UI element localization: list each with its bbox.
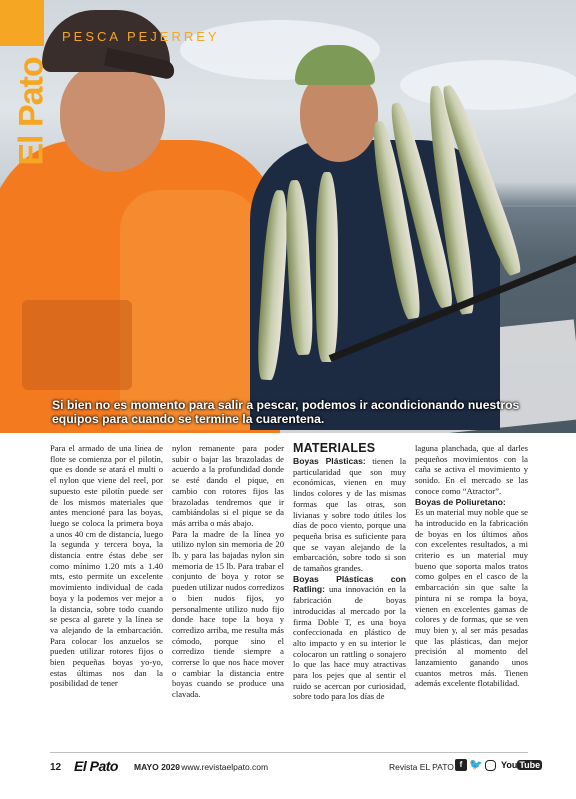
- magazine-logo: [12, 44, 51, 166]
- youtube-icon[interactable]: You Tube: [501, 760, 541, 770]
- paragraph-text: Es un material muy noble que se ha introducido en la fabricación de boyas en los últimos años con excelentes resultados, a mi criterio es un material muy bueno que soporta malos tratos como golpes en el casco de la embarcación sin que salte la pintura ni se rompa la boya, vienen en excelentes gamas de colores y de formas, que se ven muy bien y, al ser más pesadas que las plásticas, dan mejor precisión al momento del lanzamiento ganando unos cuantos metros más. Tienen además excelente flotabilidad.: [415, 507, 528, 689]
- jacket-patch: [22, 300, 132, 390]
- youtube-label: You: [501, 760, 518, 770]
- paragraph: [293, 456, 406, 574]
- section-heading: MATERIALES: [293, 441, 376, 455]
- page-footer: [50, 757, 541, 779]
- article-column-4: [415, 443, 528, 689]
- subheading: Boyas Plásticas:: [293, 456, 366, 466]
- face: [60, 62, 165, 172]
- section-title: PESCA PEJERREY: [62, 29, 220, 44]
- facebook-icon[interactable]: f: [455, 759, 467, 771]
- paragraph-text: laguna planchada, que al darles pequeños movimientos con la caña se activa el movimiento y sonido. En el mercado se las conoce como “Atractor”.: [415, 443, 528, 496]
- paragraph-text: tienen la particularidad que son muy económicas, vienen en muy lindos colores y de las mismas formas que las otras, son livianas y sobre todo útiles los días de poco viento, porque una pequeña brisa es suficiente para que se vayan alejando de la embarcación, sobre todo si son de tamaños grandes.: [293, 456, 407, 574]
- issue-date: MAYO 2020: [134, 762, 180, 772]
- photo-caption: Si bien no es momento para salir a pescar, podemos ir acondicionando nuestros equipos para cuando se termine la cuarentena.: [52, 398, 520, 426]
- fish-icon: [316, 172, 338, 362]
- cloud: [400, 60, 576, 110]
- instagram-icon[interactable]: [485, 760, 496, 771]
- page-number: 12: [50, 762, 62, 773]
- subheading: Boyas de Poliuretano:: [415, 496, 506, 507]
- article-column-2: nylon remanente para poder subir o bajar las brazoladas de acuerdo a la profundidad donde se esté dando el pique, en cambio con rotores fijos las brazoladas tendremos que ir cambiándolas si el pique se da más arriba o más abajo. Para la madre de la línea yo utilizo nylon sin memoria de 20 lb. y para las bajadas nylon sin memoria de 15 lb. Para trabar el conjunto de boya y rotor se pueden utilizar nudos corredizos o bien nudos fijos, yo personalmente utilizo nudo fijo donde hace tope la boya y corredizo arriba, me resulta más cómodo, porque sino el corredizo tiende siempre a correrse lo que nos hace mover o cambiar la distancia entre boyas cuando se produce una clavada.: [172, 443, 284, 700]
- paragraph: [293, 574, 406, 702]
- twitter-icon[interactable]: 🐦: [469, 759, 483, 771]
- jacket-panel: [120, 190, 260, 430]
- footer-divider: [50, 752, 528, 753]
- revista-label: Revista EL PATO: [389, 762, 454, 772]
- paragraph-text: una innovación en la fabricación de boyas introducidas al mercado por la firma Doble T, es una boya confeccionada en plástico de alto impacto y en su interior le colocaron un rattling o sonajero lo que las hace muy atractivas para los pejes que al sentir el ruido se acercan por curiosidad, sobre todo para los días de: [293, 584, 406, 702]
- section-color-band: [0, 0, 44, 46]
- article-column-1: Para el armado de una línea de flote se comienza por el pilotín, que es donde se atará el multi o el nylon que viene del reel, por supuesto este pilotín puede ser de los mismos materiales que antes mencioné para las boyas, luego se coloca la primera boya a unos 40 cm de distancia, luego la segunda y tercera boya, la distancia entre éstas debe ser como mínimo 1.20 mts a 1.40 mts, esto permite un excelente movimiento individual de cada boya y la podemos ver mejor a la distancia, sobre todo cuando se pesca al garete y la línea se va alejando de la embarcación. Para colocar los anzuelos se pueden utilizar rotores fijos o bien pequeñas boyas yo-yo, estas últimas nos dan la posibilidad de tener: [50, 443, 163, 689]
- article-column-3: [293, 441, 406, 702]
- magazine-logo-text: El Pato: [12, 57, 51, 166]
- website-link[interactable]: · www.revistaelpato.com: [176, 762, 269, 772]
- subheading: Boyas Plásticas con Ratling:: [293, 573, 406, 595]
- footer-logo: El Pato: [74, 758, 118, 774]
